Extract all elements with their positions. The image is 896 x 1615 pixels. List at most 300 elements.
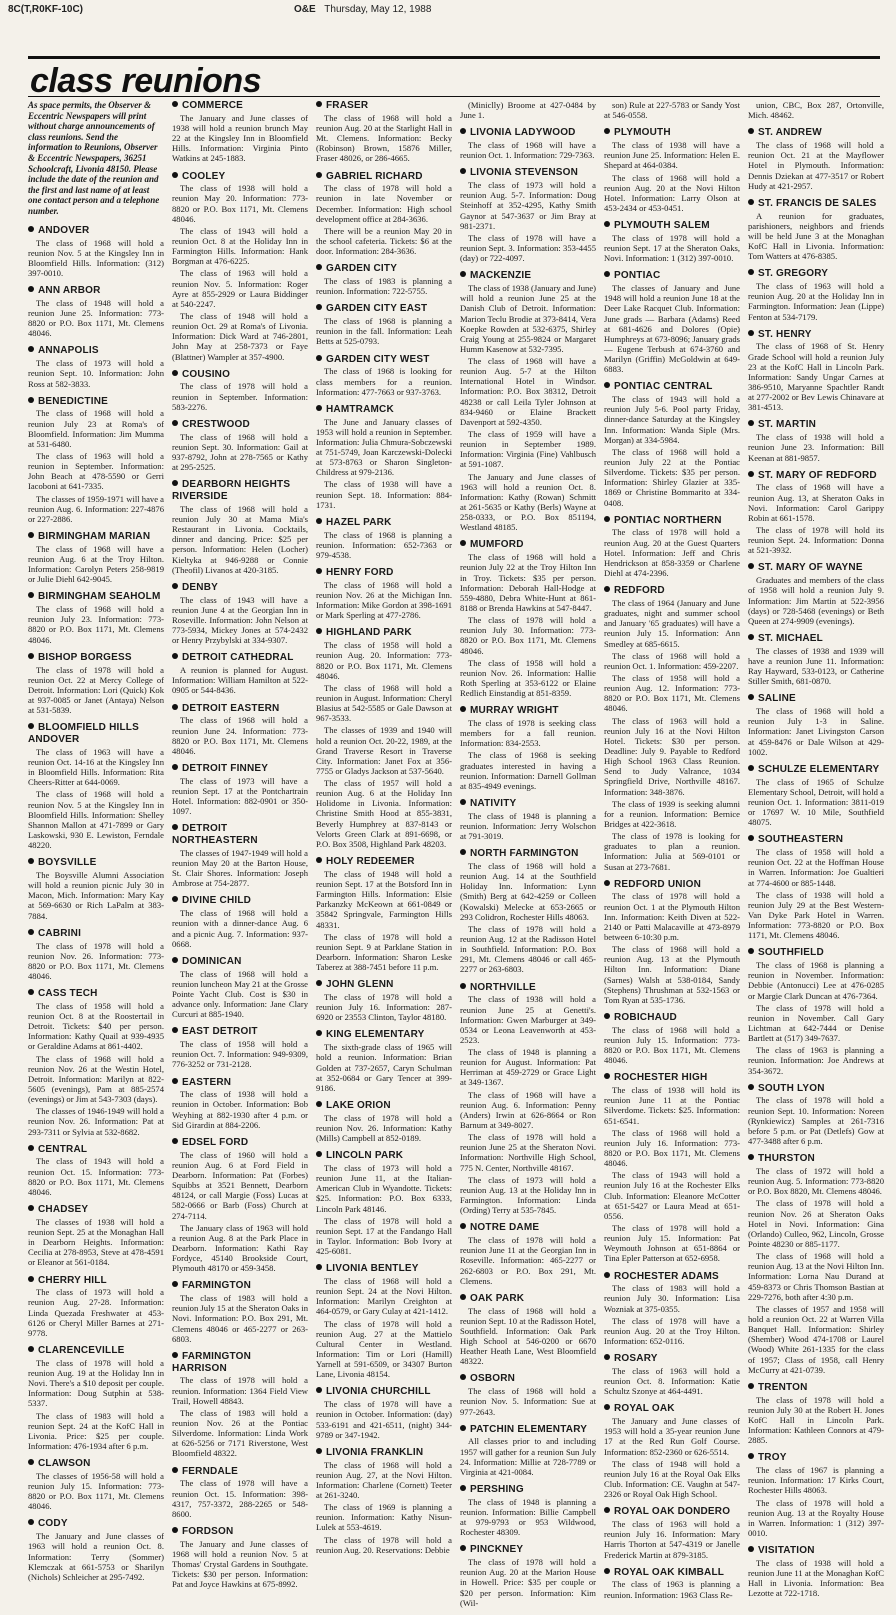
school-name (28, 345, 164, 357)
reunion-entry (604, 515, 740, 579)
school-name-text: PERSHING (470, 1484, 524, 1496)
reunion-entry (748, 329, 884, 413)
school-name-text: CLAWSON (38, 1458, 91, 1470)
school-name-text: ST. ANDREW (758, 127, 822, 139)
reunion-details: The classes of 1946-1949 will hold a reunion Nov. 26. Information: Pat at 293-7311 or Sylvia at 532-8682. (28, 1106, 164, 1137)
publication-date: Thursday, May 12, 1988 (324, 4, 432, 15)
reunion-details: The class of 1978 will hold a reunion July 16. Information: 287-6920 or 23553 Clinton, Taylor 48180. (316, 992, 452, 1023)
school-name (172, 100, 308, 112)
school-name (748, 764, 884, 776)
school-name-text: ST. FRANCIS DE SALES (758, 197, 877, 209)
reunion-details: The class of 1969 is planning a reunion. Information: Kathy Nisun-Lulek at 553-4619. (316, 1502, 452, 1533)
reunion-entry (748, 100, 884, 120)
reunion-entry (28, 591, 164, 644)
reunion-details: The class of 1938 will hold a reunion in October. Information: Bob Weyhing at 882-1930 after 4 p.m. or Sid Girardin at 884-2206. (172, 1089, 308, 1130)
reunion-entry (172, 823, 308, 888)
reunion-details: The January and June classes of 1938 will hold a reunion brunch May 22 at the Kingsley Inn in Bloomfield Hills. Information: Virginia Pinto Watkins at 245-1883. (172, 112, 308, 164)
school-name-text: ST. GREGORY (758, 268, 829, 280)
bullet-icon (172, 1027, 178, 1033)
reunion-details: The class of 1983 will hold a reunion July 15 at the Sheraton Oaks in Novi. Information: P.O. Box 291, Mt. Clemens 48046 or 465-2277 or 263-6803. (172, 1293, 308, 1344)
reunion-details: The classes of January and June 1948 will hold a reunion June 18 at the Deer Lake Racquet Club. Information: June grads — Barbara (Adams) Reed at 681-4626 and Dolores (Opie) Humphreys at 673-8096; January grads — Eugene Terbush at 674-3760 and Marilyn (Griffin) McGoldwin at 649-6883. (604, 283, 740, 375)
school-name-text: LAKE ORION (326, 1099, 391, 1111)
reunion-details: The class of 1968 will hold a reunion July 23 at Roma's of Bloomfield. Information: Jim Mumma at 531-6480. (28, 408, 164, 449)
reunion-details: The class of 1938 will have a reunion Sept. 18. Information: 884-1731. (316, 479, 452, 510)
reunion-entry (316, 1100, 452, 1143)
school-name-text: HIGHLAND PARK (326, 627, 412, 639)
bullet-icon (172, 1281, 178, 1287)
school-name (460, 798, 596, 810)
school-name (316, 856, 452, 868)
school-name (172, 1466, 308, 1478)
reunion-details: The January and June classes of 1963 will hold a reunion Oct. 8. Information: Kathy (Rowan) Schmitt at 261-5635 or Kathy (Berls) Wayne at 258-0333, or P.O. Box 851194, Westland 48185. (460, 471, 596, 533)
reunion-details: The class of 1968 is looking for class members for a reunion. Information: 477-7663 or 937-3763. (316, 366, 452, 397)
school-name-text: ST. MARY OF WAYNE (758, 562, 863, 574)
bullet-icon (28, 346, 34, 352)
school-name (172, 1026, 308, 1038)
intro-notice: As space permits, the Observer & Eccentric Newspapers will print without charge announcements of class reunions. Send the information to Reunions, Observer & Eccentric Newspapers, 36251 Schoolcraft, Livonia 48150. Please include the date of the reunion and the first and last name of at least one contact person and a telephone number. (28, 100, 160, 217)
school-name (604, 1506, 740, 1518)
bullet-icon (316, 355, 322, 361)
bullet-icon (604, 1404, 610, 1410)
school-name (316, 979, 452, 991)
reunion-details: The classes of 1938 and 1939 will have a reunion June 11. Information: Ray Hayward, 533-0123, or Catherine Stiller Smith, 681-0870. (748, 645, 884, 687)
bullet-icon (604, 1073, 610, 1079)
bullet-icon (748, 1154, 754, 1160)
reunion-details: The class of 1958 will hold a reunion Aug. 12. Information: 773-8820 or P.O. Box 1171, Mt. Clemens 48046. (604, 672, 740, 714)
reunion-details: The classes of 1947-1949 will hold a reunion May 20 at the Barton House, St. Clair Shores. Information: Joseph Ambrose at 754-2877. (172, 847, 308, 889)
reunion-entry (316, 979, 452, 1022)
reunion-details: The class of 1938 will hold a reunion May 20. Information: 773-8820 or P.O. Box 1171, Mt. Clemens 48046. (172, 183, 308, 224)
reunion-details: The class of 1978 will have a reunion Aug. 20 at the Troy Hilton. Information: 652-0116. (604, 1315, 740, 1347)
reunion-entry (604, 1012, 740, 1065)
school-name (460, 848, 596, 860)
bullet-icon (748, 128, 754, 134)
school-name-text: DOMINICAN (182, 955, 242, 967)
reunion-details: The class of 1978 will hold a reunion Sept. 17 at the Fandango Hall in Taylor. Information: Bob Ivory at 425-6081. (316, 1215, 452, 1257)
school-name-text: ANDOVER (38, 224, 90, 236)
bullet-icon (172, 370, 178, 376)
school-name-text: GARDEN CITY (326, 263, 398, 275)
school-name-text: BENEDICTINE (38, 395, 108, 407)
reunion-details: son) Rule at 227-5783 or Sandy Yost at 546-0558. (604, 100, 740, 121)
school-name-text: ROSARY (614, 1353, 658, 1365)
bullet-icon (28, 858, 34, 864)
school-name (316, 263, 452, 275)
reunion-details: The class of 1963 will hold a reunion in September. Information: John Beach at 478-5590 or Gerri Iacoboni at 641-7335. (28, 451, 164, 492)
school-name (28, 1458, 164, 1470)
reunion-details: A reunion for graduates, parishioners, neighbors and friends will be held June 3 at the Monaghan KofC Hall in Livonia. Information: Tom Watters at 476-8385. (748, 210, 884, 262)
reunion-details: The class of 1968 will have a reunion Oct. 1. Information: 729-7363. (460, 140, 596, 161)
school-name (604, 879, 740, 891)
reunion-details: The class of 1978 will hold a reunion Nov. 26 at Sheraton Oaks Hotel in Novi. Information: Gina (Orlando) Culleo, 962, Lincoln, Grosse Pointe 48230 or 885-1177. (748, 1198, 884, 1249)
page-masthead (8, 4, 888, 18)
reunion-entry (172, 895, 308, 948)
reunion-details: The class of 1958 will hold a reunion Nov. 26. Information: Hallie Roth Sperling at 353-6122 or Elaine Redlich Einstandig at 851-8359. (460, 657, 596, 699)
reunion-entry (28, 1204, 164, 1268)
bullet-icon (748, 948, 754, 954)
reunion-details: The class of 1968 will hold a reunion Sept. 24 at the Novi Hilton. Information: Marilyn Creighton at 464-0579, or Gary Culay at 421-1412. (316, 1276, 452, 1317)
reunion-details: The January and June classes of 1963 will hold a reunion Oct. 8. Information: Terry (Sommer) Klemczak at 661-5753 or Sharilyn (Nichols) Schleicher at 295-7492. (28, 1531, 164, 1582)
bullet-icon (748, 1453, 754, 1459)
bullet-icon (172, 896, 178, 902)
reunion-details: The class of 1968 will hold a reunion Nov. 26 at the Westin Hotel, Detroit. Information: Marilyn at 822-5605 (evenings), Pam at 885-2574 (evenings) or Jim at 543-7303 (days). (28, 1053, 164, 1105)
reunion-entry (604, 220, 740, 263)
bullet-icon (28, 1205, 34, 1211)
reunion-entry (748, 1382, 884, 1446)
reunion-details: The January and June classes of 1953 will hold a 35-year reunion June 17 at the Red Run Golf Course. Information: 852-2360 or 626-5514. (604, 1416, 740, 1457)
reunion-details: The class of 1948 is planning a reunion. Information: Jerry Wolschon at 791-3019. (460, 810, 596, 842)
reunion-details: The class of 1978 will hold a reunion Aug. 12 at the Radisson Hotel in Southfield. Information: P.O. Box 291, Mt. Clemens 48046 or call 465-2277 or 263-6803. (460, 923, 596, 975)
bullet-icon (28, 1276, 34, 1282)
school-name-text: DETROIT EASTERN (182, 702, 280, 714)
school-name (604, 270, 740, 282)
reunion-entry (748, 127, 884, 191)
school-name-text: VISITATION (758, 1545, 815, 1557)
bullet-icon (172, 653, 178, 659)
reunion-details: The class of 1968 will hold a reunion Aug. 13 at the Plymouth Hilton Inn. Information: Diane (Sarnes) Walsh at 538-0184, Sandy (Stephens) Thrushman at 532-1563 or Tom Ryan at 535-1736. (604, 944, 740, 1005)
school-name (748, 693, 884, 705)
reunion-entry (460, 1222, 596, 1286)
bullet-icon (460, 849, 466, 855)
bullet-icon (172, 583, 178, 589)
bullet-icon (316, 1448, 322, 1454)
bullet-icon (28, 989, 34, 995)
reunion-details: The class of 1983 will hold a reunion July 30. Information: Lisa Wozniak at 375-0355. (604, 1283, 740, 1314)
bullet-icon (748, 634, 754, 640)
column-4 (460, 100, 596, 1615)
reunion-details: The class of 1973 will hold a reunion Sept. 10. Information: John Ross at 582-3833. (28, 358, 164, 389)
school-name-text: EASTERN (182, 1076, 232, 1088)
reunion-entry (172, 369, 308, 412)
reunion-entry (460, 167, 596, 263)
reunion-entry (748, 1452, 884, 1538)
reunion-details: The class of 1968 will have a reunion Aug. 6 at the Troy Hilton. Information: Carolyn Peters 258-9819 or Julie Diehl 642-9045. (28, 543, 164, 585)
reunion-entry (28, 1275, 164, 1339)
reunion-details: The class of 1978 will hold a reunion Sept. 9 at Parklane Station in Dearborn. Information: Sharon Leske Taberez at 388-7451 before 11 p.m. (316, 931, 452, 973)
reunion-entry (460, 1484, 596, 1537)
bullet-icon (604, 1568, 610, 1574)
school-name-text: FORDSON (182, 1525, 234, 1537)
school-name (316, 171, 452, 183)
reunion-entry (316, 856, 452, 972)
school-name (28, 1204, 164, 1216)
reunion-entry (172, 419, 308, 472)
reunion-entry (460, 127, 596, 160)
school-name (316, 517, 452, 529)
school-name (748, 633, 884, 645)
reunion-details: The class of 1968 will hold a reunion Aug. 20 at the Starlight Hall in Mt. Clemens. Information: Becky (Robinson) Brown, 15876 Miller, Fraser 48026, or 286-4665. (316, 112, 452, 164)
reunion-entry (748, 947, 884, 1075)
reunion-entry (316, 171, 452, 257)
school-name (28, 1144, 164, 1156)
reunion-details: The class of 1972 will hold a reunion Aug. 5. Information: 773-8820 or P.O. Box 8820, Mt. Clemens 48046. (748, 1165, 884, 1197)
reunion-details: The class of 1938 will hold a reunion June 23. Information: Bill Keenan at 881-9857. (748, 432, 884, 463)
reunion-details: The class of 1978 will have a reunion Oct. 15. Information: 398-4317, 757-3372, 288-2265 or 548-8600. (172, 1478, 308, 1519)
school-name (316, 354, 452, 366)
reunion-details: The class of 1938 will hold its reunion June 11 at the Pontiac Silverdome. Tickets: $25. Information: 651-6541. (604, 1085, 740, 1126)
school-name (28, 928, 164, 940)
reunion-details: The class of 1938 will hold a reunion July 29 at the Best Western-Van Dyke Park Hotel in Warren. Information: 773-8820 or P.O. Box 1171, Mt. Clemens 48046. (748, 889, 884, 941)
school-name-text: SOUTH LYON (758, 1082, 825, 1094)
column-6 (748, 100, 884, 1615)
reunion-details: All classes prior to and including 1957 will gather for a reunion Sun July 24. Information: Millie at 728-7789 or Virginia at 421-0084. (460, 1436, 596, 1477)
school-name-text: PATCHIN ELEMENTARY (470, 1423, 588, 1435)
school-name-text: COUSINO (182, 368, 231, 380)
reunion-details: The class of 1968 of St. Henry Grade School will hold a reunion July 23 at the KofC Hall in Lincoln Park. Information: Sandy Ungar Carnes at 386-9510, Maryanne Spachtler Randt at 277-2002 or Bev Lewis Chinavare at 381-4513. (748, 341, 884, 413)
reunion-entry (28, 652, 164, 716)
reunion-entry (28, 531, 164, 584)
section-title: class reunions (30, 62, 262, 100)
bullet-icon (172, 824, 178, 830)
bullet-icon (748, 694, 754, 700)
reunion-details: The class of 1968 will hold a reunion Nov. 26 at the Michigan Inn. Information: Mike Gordon at 398-1691 or Mark Sperling at 477-2786. (316, 579, 452, 621)
reunion-entry (748, 562, 884, 626)
school-name (172, 763, 308, 775)
school-name-text: CRESTWOOD (182, 418, 250, 430)
reunion-details: The class of 1968 is planning a reunion in November. Information: Debbie (Antonucci) Lee at 476-0285 or Margie Clark Duncan at 476-7364. (748, 960, 884, 1001)
bullet-icon (604, 271, 610, 277)
reunion-entry (316, 100, 452, 164)
reunion-entry (604, 1506, 740, 1559)
school-name (28, 722, 164, 746)
reunion-entry (604, 1353, 740, 1396)
school-name-text: PONTIAC NORTHERN (614, 514, 722, 526)
bullet-icon (28, 929, 34, 935)
school-name-text: FERNDALE (182, 1465, 239, 1477)
reunion-entry (172, 171, 308, 362)
bullet-icon (460, 1374, 466, 1380)
school-name-text: MACKENZIE (470, 270, 532, 282)
school-name-text: BISHOP BORGESS (38, 651, 132, 663)
bullet-icon (172, 957, 178, 963)
school-name (460, 167, 596, 179)
reunion-columns (28, 100, 884, 1608)
reunion-entry (172, 1526, 308, 1590)
school-name (604, 1072, 740, 1084)
bullet-icon (460, 1294, 466, 1300)
bullet-icon (28, 1346, 34, 1352)
reunion-details: The class of 1963 will hold a reunion Nov. 5. Information: Roger Ayre at 855-2929 or Laura Biddinger at 540-2247. (172, 268, 308, 309)
bullet-icon (604, 880, 610, 886)
reunion-details: The class of 1968 will hold a reunion Sept. 30. Information: Gail at 937-8792, John at 278-7565 or Kathy at 295-2525. (172, 431, 308, 473)
bullet-icon (604, 1354, 610, 1360)
reunion-details: The class of 1978 will hold a reunion Aug. 13 at the Royalty House in Warren. Information: 1 (312) 397-0010. (748, 1497, 884, 1538)
school-name (172, 1137, 308, 1149)
school-name (748, 834, 884, 846)
reunion-details: The classes of 1956-58 will hold a reunion July 15. Information: 773-8820 or P.O. Box 1171, Mt. Clemens 48046. (28, 1470, 164, 1512)
school-name-text: ANNAPOLIS (38, 345, 99, 357)
school-name-text: DIVINE CHILD (182, 895, 252, 907)
reunion-entry (748, 834, 884, 940)
school-name (28, 285, 164, 297)
school-name (460, 1544, 596, 1556)
school-name-text: ROYAL OAK KIMBALL (614, 1566, 725, 1578)
reunion-details: The class of 1978 will hold a reunion July 15. Information: Pat Weymouth Johnson at 651-8864 or Tina Epler Patterson at 652-6958. (604, 1222, 740, 1264)
school-name-text: CLARENCEVILLE (38, 1345, 125, 1357)
reunion-details: The class of 1978 will hold a reunion Nov. 26. Information: 773-8820 or P.O. Box 1171, Mt. Clemens 48046. (28, 940, 164, 981)
reunion-entry (28, 1458, 164, 1511)
bullet-icon (604, 128, 610, 134)
bullet-icon (172, 764, 178, 770)
school-name (316, 1447, 452, 1459)
reunion-details: The class of 1978 will hold a reunion Oct. 22 at Mercy College of Detroit. Information: Lori (Quick) Kok at 937-0085 or Janet (Antaya) Nelson at 531-5839. (28, 664, 164, 716)
bullet-icon (172, 1078, 178, 1084)
reunion-entry (604, 127, 740, 213)
school-name-text: KING ELEMENTARY (326, 1029, 425, 1041)
reunion-entry (748, 1153, 884, 1375)
reunion-details: The January class of 1963 will hold a reunion Aug. 8 at the Park Place in Dearborn. Information: Kathi Ray Fordyce, 45140 Brookside Court, Plymouth 48170 or 459-3458. (172, 1222, 308, 1274)
bullet-icon (460, 983, 466, 989)
school-name-text: ROYAL OAK (614, 1403, 675, 1415)
bullet-icon (460, 706, 466, 712)
school-name (460, 1222, 596, 1234)
reunion-details: The class of 1968 will hold a reunion Aug. 13 at the Novi Hilton Inn. Information: Lorna Nau Durand at 459-8373 or Chris Thomson Bastian at 229-7276, both after 4:30 p.m. (748, 1251, 884, 1302)
bullet-icon (28, 532, 34, 538)
reunion-details: The class of 1948 is planning a reunion for August. Information: Pat Herriman at 459-2729 or Grace Light at 349-1367. (460, 1047, 596, 1088)
school-name-text: PONTIAC (614, 270, 661, 282)
school-name-text: PONTIAC CENTRAL (614, 381, 713, 393)
school-name-text: CHADSEY (38, 1204, 89, 1216)
school-name (748, 198, 884, 210)
school-name (28, 1518, 164, 1530)
reunion-entry (316, 1263, 452, 1379)
school-name-text: PLYMOUTH SALEM (614, 220, 710, 232)
school-name-text: NORTH FARMINGTON (470, 848, 579, 860)
reunion-entry (460, 982, 596, 1216)
reunion-entry (748, 764, 884, 828)
reunion-entry (460, 100, 596, 120)
school-name-text: LIVONIA BENTLEY (326, 1263, 419, 1275)
reunion-entry (604, 1072, 740, 1263)
reunion-details: The class of 1943 will hold a reunion Oct. 15. Information: 773-8820 or P.O. Box 1171, Mt. Clemens 48046. (28, 1156, 164, 1197)
school-name (316, 567, 452, 579)
reunion-details: The class of 1978 is seeking class members for a fall reunion. Information: 834-2553. (460, 718, 596, 749)
reunion-details: The class of 1978 will hold a reunion Aug. 27 at the Mattielo Cultural Center in Westland. Information: Tim or Lori (Hamill) Yarnell at 591-6509, or 34307 Burton Lane, Livonia 48154. (316, 1318, 452, 1380)
bullet-icon (460, 799, 466, 805)
reunion-details: The class of 1938 will hold a reunion June 11 at the Monaghan KofC Hall in Livonia. Information: Bea Lezotte at 722-1718. (748, 1557, 884, 1599)
bullet-icon (28, 286, 34, 292)
school-name-text: BIRMINGHAM MARIAN (38, 530, 151, 542)
school-name-text: ROBICHAUD (614, 1011, 677, 1023)
reunion-entry (316, 303, 452, 346)
bullet-icon (748, 471, 754, 477)
reunion-entry (28, 285, 164, 338)
school-name (172, 1526, 308, 1538)
school-name-text: DEARBORN HEIGHTS RIVERSIDE (172, 479, 291, 503)
school-name (28, 1275, 164, 1287)
school-name (316, 1100, 452, 1112)
reunion-details: The class of 1983 will hold a reunion Nov. 26 at the Pontiac Silverdome. Information: Linda Work at 626-5256 or 7171 Riverstone, West Bloomfield 48322. (172, 1407, 308, 1459)
bullet-icon (172, 704, 178, 710)
reunion-details: union, CBC, Box 287, Ortonville, Mich. 48462. (748, 100, 884, 121)
school-name-text: DETROIT NORTHEASTERN (172, 823, 258, 847)
school-name-text: ANN ARBOR (38, 285, 101, 297)
school-name (28, 857, 164, 869)
school-name (172, 369, 308, 381)
school-name (748, 268, 884, 280)
school-name (460, 127, 596, 139)
reunion-details: The class of 1968 will hold a reunion July 15. Information: 773-8820 or P.O. Box 1171, Mt. Clemens 48046. (604, 1024, 740, 1066)
reunion-details: The class of 1973 will hold a reunion Aug. 27-28. Information: Linda Quezada Freshwater at 453-6126 or Cheryl Miller Barnes at 271-9778. (28, 1287, 164, 1338)
school-name-text: SCHULZE ELEMENTARY (758, 763, 880, 775)
school-name (172, 703, 308, 715)
reunion-details: The class of 1943 will hold a reunion Oct. 8 at the Holiday Inn in Farmington Hills. Information: Hank Borgman at 476-6225. (172, 225, 308, 267)
school-name-text: DETROIT CATHEDRAL (182, 652, 294, 664)
reunion-details: There will be a reunion May 20 in the school cafeteria. Tickets: $6 at the door. Information: 284-3636. (316, 225, 452, 257)
reunion-entry (748, 1545, 884, 1598)
school-name (748, 329, 884, 341)
reunion-details: The class of 1938 will have a reunion June 25. Information: Helen E. Shepard at 464-0384. (604, 140, 740, 171)
reunion-details: The class of 1978 will have a reunion Sept. 3. Information: 353-4455 (day) or 722-4097. (460, 232, 596, 264)
reunion-details: The class of 1959 will have a reunion in September 1989. Information: Virginia (Fine) Vahlbusch at 591-1087. (460, 429, 596, 470)
school-name (460, 539, 596, 551)
school-name (172, 1077, 308, 1089)
reunion-entry (316, 627, 452, 849)
reunion-details: The class of 1968 will hold a reunion July 22 at the Troy Hilton Inn in Troy. Tickets: $35 per person. Information: Deborah Hall-Hodge at 559-4880, Debra White-Hunt at 861-8188 or Brenda Hawkins at 547-8447. (460, 552, 596, 613)
school-name (172, 1280, 308, 1292)
bullet-icon (316, 304, 322, 310)
reunion-details: The class of 1968 will hold a reunion July 1-3 in Saline. Information: Janet Livingston Carson at 459-8476 or Dale Wilson at 429-1002. (748, 706, 884, 757)
school-name-text: FARMINGTON HARRISON (172, 1350, 252, 1374)
reunion-entry (316, 1029, 452, 1093)
school-name (604, 1012, 740, 1024)
bullet-icon (460, 168, 466, 174)
bullet-icon (172, 101, 178, 107)
reunion-entry (316, 404, 452, 510)
school-name-text: BIRMINGHAM SEAHOLM (38, 591, 161, 603)
bullet-icon (316, 405, 322, 411)
reunion-details: The class of 1978 will hold a reunion July 30. Information: 773-8820 or P.O. Box 1171, Mt. Clemens 48046. (460, 615, 596, 656)
school-name-text: GARDEN CITY WEST (326, 353, 430, 365)
reunion-entry (172, 956, 308, 1020)
school-name-text: THURSTON (758, 1153, 815, 1165)
school-name-text: COMMERCE (182, 100, 244, 111)
reunion-details: The class of 1978 will hold a reunion in November. Call Gary Lichtman at 642-7444 or Denise Bartlett at (517) 349-7637. (748, 1002, 884, 1044)
reunion-entry (604, 381, 740, 507)
school-name-text: EAST DETROIT (182, 1026, 258, 1038)
school-name (316, 303, 452, 315)
reunion-entry (172, 1466, 308, 1519)
reunion-details: The class of 1978 will hold a reunion June 25 at the Sheraton Novi. Information: Northville High School, 775 N. Center, Northville 48167. (460, 1132, 596, 1173)
school-name (172, 582, 308, 594)
school-name-text: CENTRAL (38, 1143, 88, 1155)
school-name-text: BLOOMFIELD HILLS ANDOVER (28, 722, 139, 745)
school-name (460, 705, 596, 717)
bullet-icon (460, 128, 466, 134)
school-name-text: HAMTRAMCK (326, 403, 394, 415)
reunion-entry (316, 263, 452, 296)
bullet-icon (604, 516, 610, 522)
school-name-text: DENBY (182, 581, 219, 593)
school-name (748, 470, 884, 482)
reunion-details: The class of 1963 will hold a reunion July 16. Information: Mary Harris Thorton at 547-4319 or Janelle Frederick Martin at 879-3185. (604, 1519, 740, 1560)
reunion-details: The class of 1958 will hold a reunion Oct. 8 at the Roostertail in Detroit. Tickets: $40 per person. Information: Kathy Quail at 939-4935 or Geraldine Adams at 861-4402. (28, 1000, 164, 1052)
bullet-icon (316, 518, 322, 524)
bullet-icon (748, 269, 754, 275)
school-name-text: ST. MARTIN (758, 419, 817, 431)
bullet-icon (316, 568, 322, 574)
school-name-text: HAZEL PARK (326, 516, 392, 528)
bullet-icon (28, 1459, 34, 1465)
reunion-details: The class of 1968 will hold a reunion July 30 at Mama Mia's Restaurant in Livonia. Cocktails, dinner and dancing. Price: $25 per person. Information: Helen (Locher) Kieltyka at 946-9288 or Connie (Theofil) Livanos at 420-3185. (172, 503, 308, 575)
school-name (604, 1271, 740, 1283)
reunion-details: The class of 1968 will hold a reunion Oct. 1. Information: 459-2207. (604, 650, 740, 671)
school-name (604, 585, 740, 597)
bullet-icon (748, 1546, 754, 1552)
reunion-details: The class of 1963 will hold a reunion July 16 at the Novi Hilton Hotel. Tickets: $30 per person. Deadline: July 9. Payable to Redford High School 1963 Class Reunion. Send to Judy Valrance, 1034 Springfield Drive, Northville 48167. Information: 348-3876. (604, 715, 740, 797)
reunion-entry (748, 419, 884, 462)
reunion-details: The class of 1978 will hold a reunion Oct. 1 at the Plymouth Hilton Inn. Information: Keith Diven at 522-2140 or Patti Malacaville at 473-8979 between 6-10:30 p.m. (604, 891, 740, 942)
